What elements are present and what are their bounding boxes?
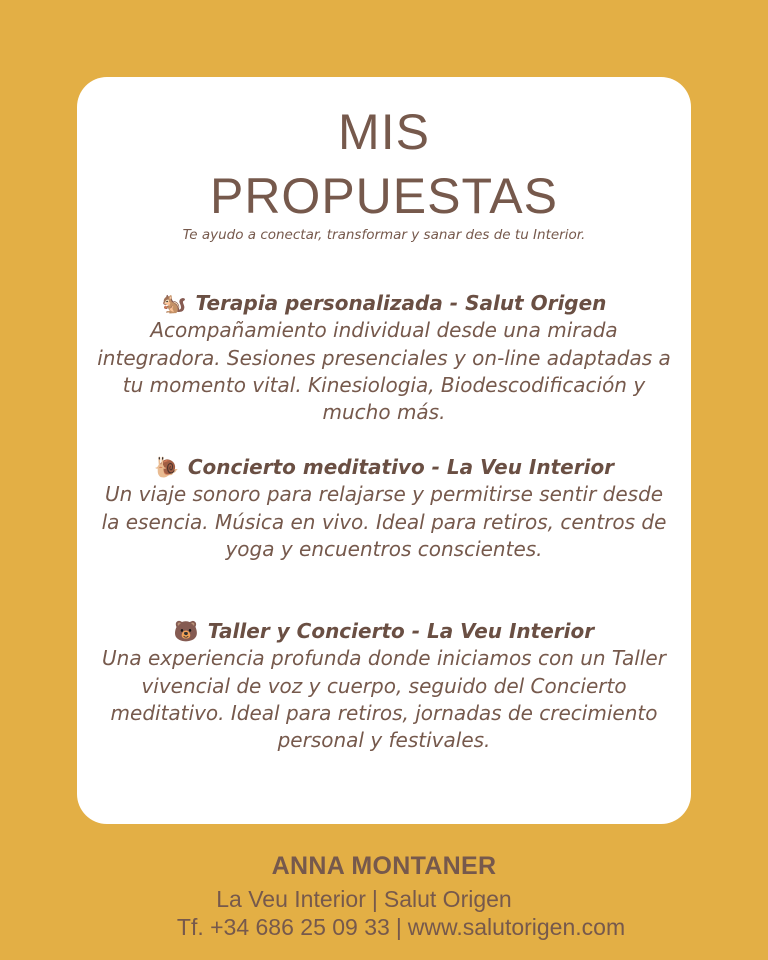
footer-separator: | <box>371 886 378 912</box>
footer-phone: Tf. +34 686 25 09 33 <box>176 914 390 940</box>
subtitle: Te ayudo a conectar, transformar y sanar des de tu Interior. <box>182 227 586 243</box>
section-concierto <box>94 454 674 563</box>
section-heading <box>94 290 674 317</box>
section-taller <box>94 618 674 754</box>
section-description: Acompañamiento individual desde una mirada integradora. Sesiones presenciales y on-line adaptadas a tu momento vital. Kinesiologia, Biodescodificación y mucho más. <box>97 318 671 425</box>
footer-brands <box>0 884 768 914</box>
section-title: Terapia personalizada - Salut Origen <box>195 291 607 315</box>
footer-brand-2: Salut Origen <box>383 886 512 912</box>
footer-website-link[interactable]: www.salutorigen.com <box>407 914 626 940</box>
section-title: Taller y Concierto - La Veu Interior <box>207 619 595 643</box>
footer-separator: | <box>395 914 402 940</box>
footer-name: ANNA MONTANER <box>271 852 497 880</box>
snail-icon: 🐌 <box>153 455 179 479</box>
footer-brand-1: La Veu Interior <box>216 886 366 912</box>
section-heading <box>94 454 674 481</box>
footer-contact <box>0 912 768 942</box>
section-heading <box>94 618 674 645</box>
page-title-line-1: MIS <box>338 104 430 160</box>
section-description: Un viaje sonoro para relajarse y permitirse sentir desde la esencia. Música en vivo. Ideal para retiros, centros de yoga y encuentros conscientes. <box>101 482 667 561</box>
chipmunk-icon: 🐿️ <box>161 291 187 315</box>
section-terapia <box>94 290 674 426</box>
section-description: Una experiencia profunda donde iniciamos con un Taller vivencial de voz y cuerpo, seguido del Concierto meditativo. Ideal para retiros, jornadas de crecimiento personal y festivales. <box>102 646 666 753</box>
page-title-line-2: PROPUESTAS <box>209 168 559 224</box>
bear-icon: 🐻 <box>173 619 199 643</box>
section-title: Concierto meditativo - La Veu Interior <box>187 455 615 479</box>
